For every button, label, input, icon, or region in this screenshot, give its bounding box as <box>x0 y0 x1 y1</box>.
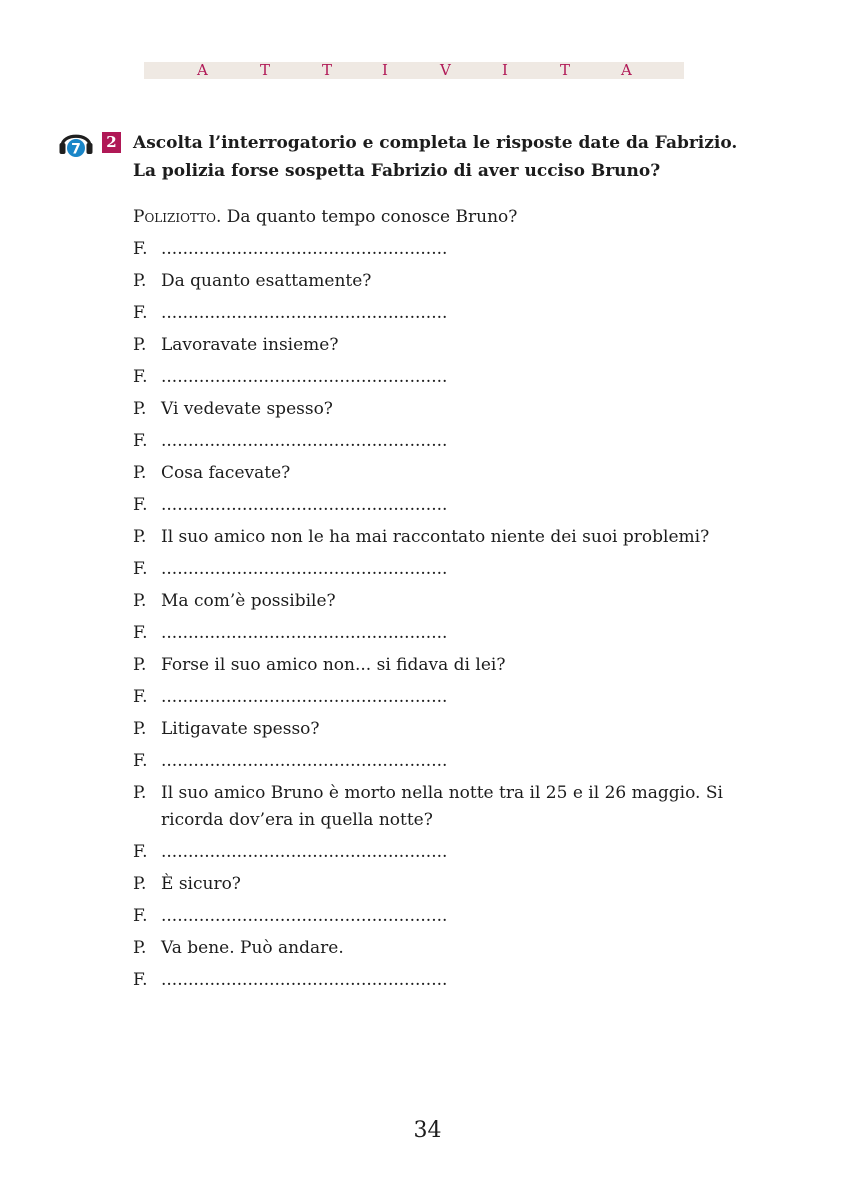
section-letter: T <box>322 61 333 79</box>
speaker-police: P. <box>133 655 147 675</box>
question-line <box>133 460 773 487</box>
answer-blank: ..................................................... <box>161 970 448 990</box>
question-line <box>133 716 773 743</box>
speaker-fabrizio: F. <box>133 687 148 707</box>
answer-blank: ..................................................... <box>161 239 448 259</box>
answer-line <box>133 428 773 455</box>
question-line <box>133 588 773 615</box>
question-text: Da quanto tempo conosce Bruno? <box>226 207 518 227</box>
speaker-police: P. <box>133 719 147 739</box>
answer-line <box>133 748 773 775</box>
answer-blank: ..................................................... <box>161 623 448 643</box>
speaker-fabrizio: F. <box>133 751 148 771</box>
question-text: Vi vedevate spesso? <box>161 399 333 419</box>
section-letter: A <box>621 61 632 79</box>
speaker-fabrizio: F. <box>133 559 148 579</box>
question-text: Forse il suo amico non... si fidava di lei? <box>161 655 506 675</box>
question-text: Va bene. Può andare. <box>161 938 344 958</box>
section-letter: T <box>560 61 571 79</box>
speaker-police: P. <box>133 399 147 419</box>
question-text: Il suo amico non le ha mai raccontato niente dei suoi problemi? <box>161 527 710 547</box>
answer-line <box>133 620 773 647</box>
speaker-fabrizio: F. <box>133 431 148 451</box>
question-text: Da quanto esattamente? <box>161 271 372 291</box>
answer-blank: ..................................................... <box>161 906 448 926</box>
headphones-audio-icon <box>58 124 94 160</box>
answer-blank: ..................................................... <box>161 367 448 387</box>
section-letter: T <box>260 61 271 79</box>
exercise-instruction: Ascolta l’interrogatorio e completa le risposte date da Fabrizio. La polizia forse sospetta Fabrizio di aver ucciso Bruno? <box>133 133 738 181</box>
answer-line <box>133 903 773 930</box>
speaker-police: P. <box>133 938 147 958</box>
answer-blank: ..................................................... <box>161 431 448 451</box>
speaker-fabrizio: F. <box>133 239 148 259</box>
speaker-police: P. <box>133 783 147 803</box>
question-line <box>133 871 773 898</box>
answer-line <box>133 236 773 263</box>
question-line <box>133 268 773 295</box>
answer-line <box>133 839 773 866</box>
speaker-fabrizio: F. <box>133 906 148 926</box>
track-number: 7 <box>71 141 81 158</box>
answer-blank: ..................................................... <box>161 751 448 771</box>
answer-blank: ..................................................... <box>161 495 448 515</box>
answer-blank: ..................................................... <box>161 559 448 579</box>
section-letter: V <box>440 61 451 79</box>
speaker-fabrizio: F. <box>133 495 148 515</box>
speaker-fabrizio: F. <box>133 970 148 990</box>
question-text: Cosa facevate? <box>161 463 291 483</box>
question-text: È sicuro? <box>161 874 241 894</box>
exercise-number: 2 <box>102 132 121 153</box>
speaker-police: P. <box>133 271 147 291</box>
answer-blank: ..................................................... <box>161 687 448 707</box>
page-number: 34 <box>413 1118 442 1143</box>
answer-line <box>133 556 773 583</box>
speaker-police: P. <box>133 463 147 483</box>
answer-line <box>133 684 773 711</box>
speaker-police: P. <box>133 335 147 355</box>
speaker-police: P. <box>133 874 147 894</box>
section-letter: I <box>502 61 508 79</box>
question-line <box>133 396 773 423</box>
question-line <box>133 935 773 962</box>
speaker-police: P. <box>133 527 147 547</box>
question-text: Ma com’è possibile? <box>161 591 336 611</box>
answer-line <box>133 492 773 519</box>
question-line <box>133 780 773 834</box>
speaker-fabrizio: F. <box>133 623 148 643</box>
dialogue <box>133 204 773 999</box>
question-line <box>133 652 773 679</box>
question-text: Il suo amico Bruno è morto nella notte tra il 25 e il 26 maggio. Si ricorda dov’era in quella notte? <box>161 783 723 830</box>
speaker-fabrizio: F. <box>133 842 148 862</box>
section-header-activities <box>144 62 684 79</box>
question-line <box>133 524 773 551</box>
speaker-police: Poliziotto. <box>133 207 222 227</box>
answer-line <box>133 364 773 391</box>
answer-blank: ..................................................... <box>161 842 448 862</box>
answer-line <box>133 300 773 327</box>
question-text: Litigavate spesso? <box>161 719 320 739</box>
answer-line <box>133 967 773 994</box>
speaker-fabrizio: F. <box>133 367 148 387</box>
question-line <box>133 332 773 359</box>
speaker-police: P. <box>133 591 147 611</box>
dialogue-line-police <box>133 204 773 231</box>
section-letter: I <box>382 61 388 79</box>
question-text: Lavoravate insieme? <box>161 335 339 355</box>
speaker-fabrizio: F. <box>133 303 148 323</box>
answer-blank: ..................................................... <box>161 303 448 323</box>
section-letter: A <box>197 61 208 79</box>
